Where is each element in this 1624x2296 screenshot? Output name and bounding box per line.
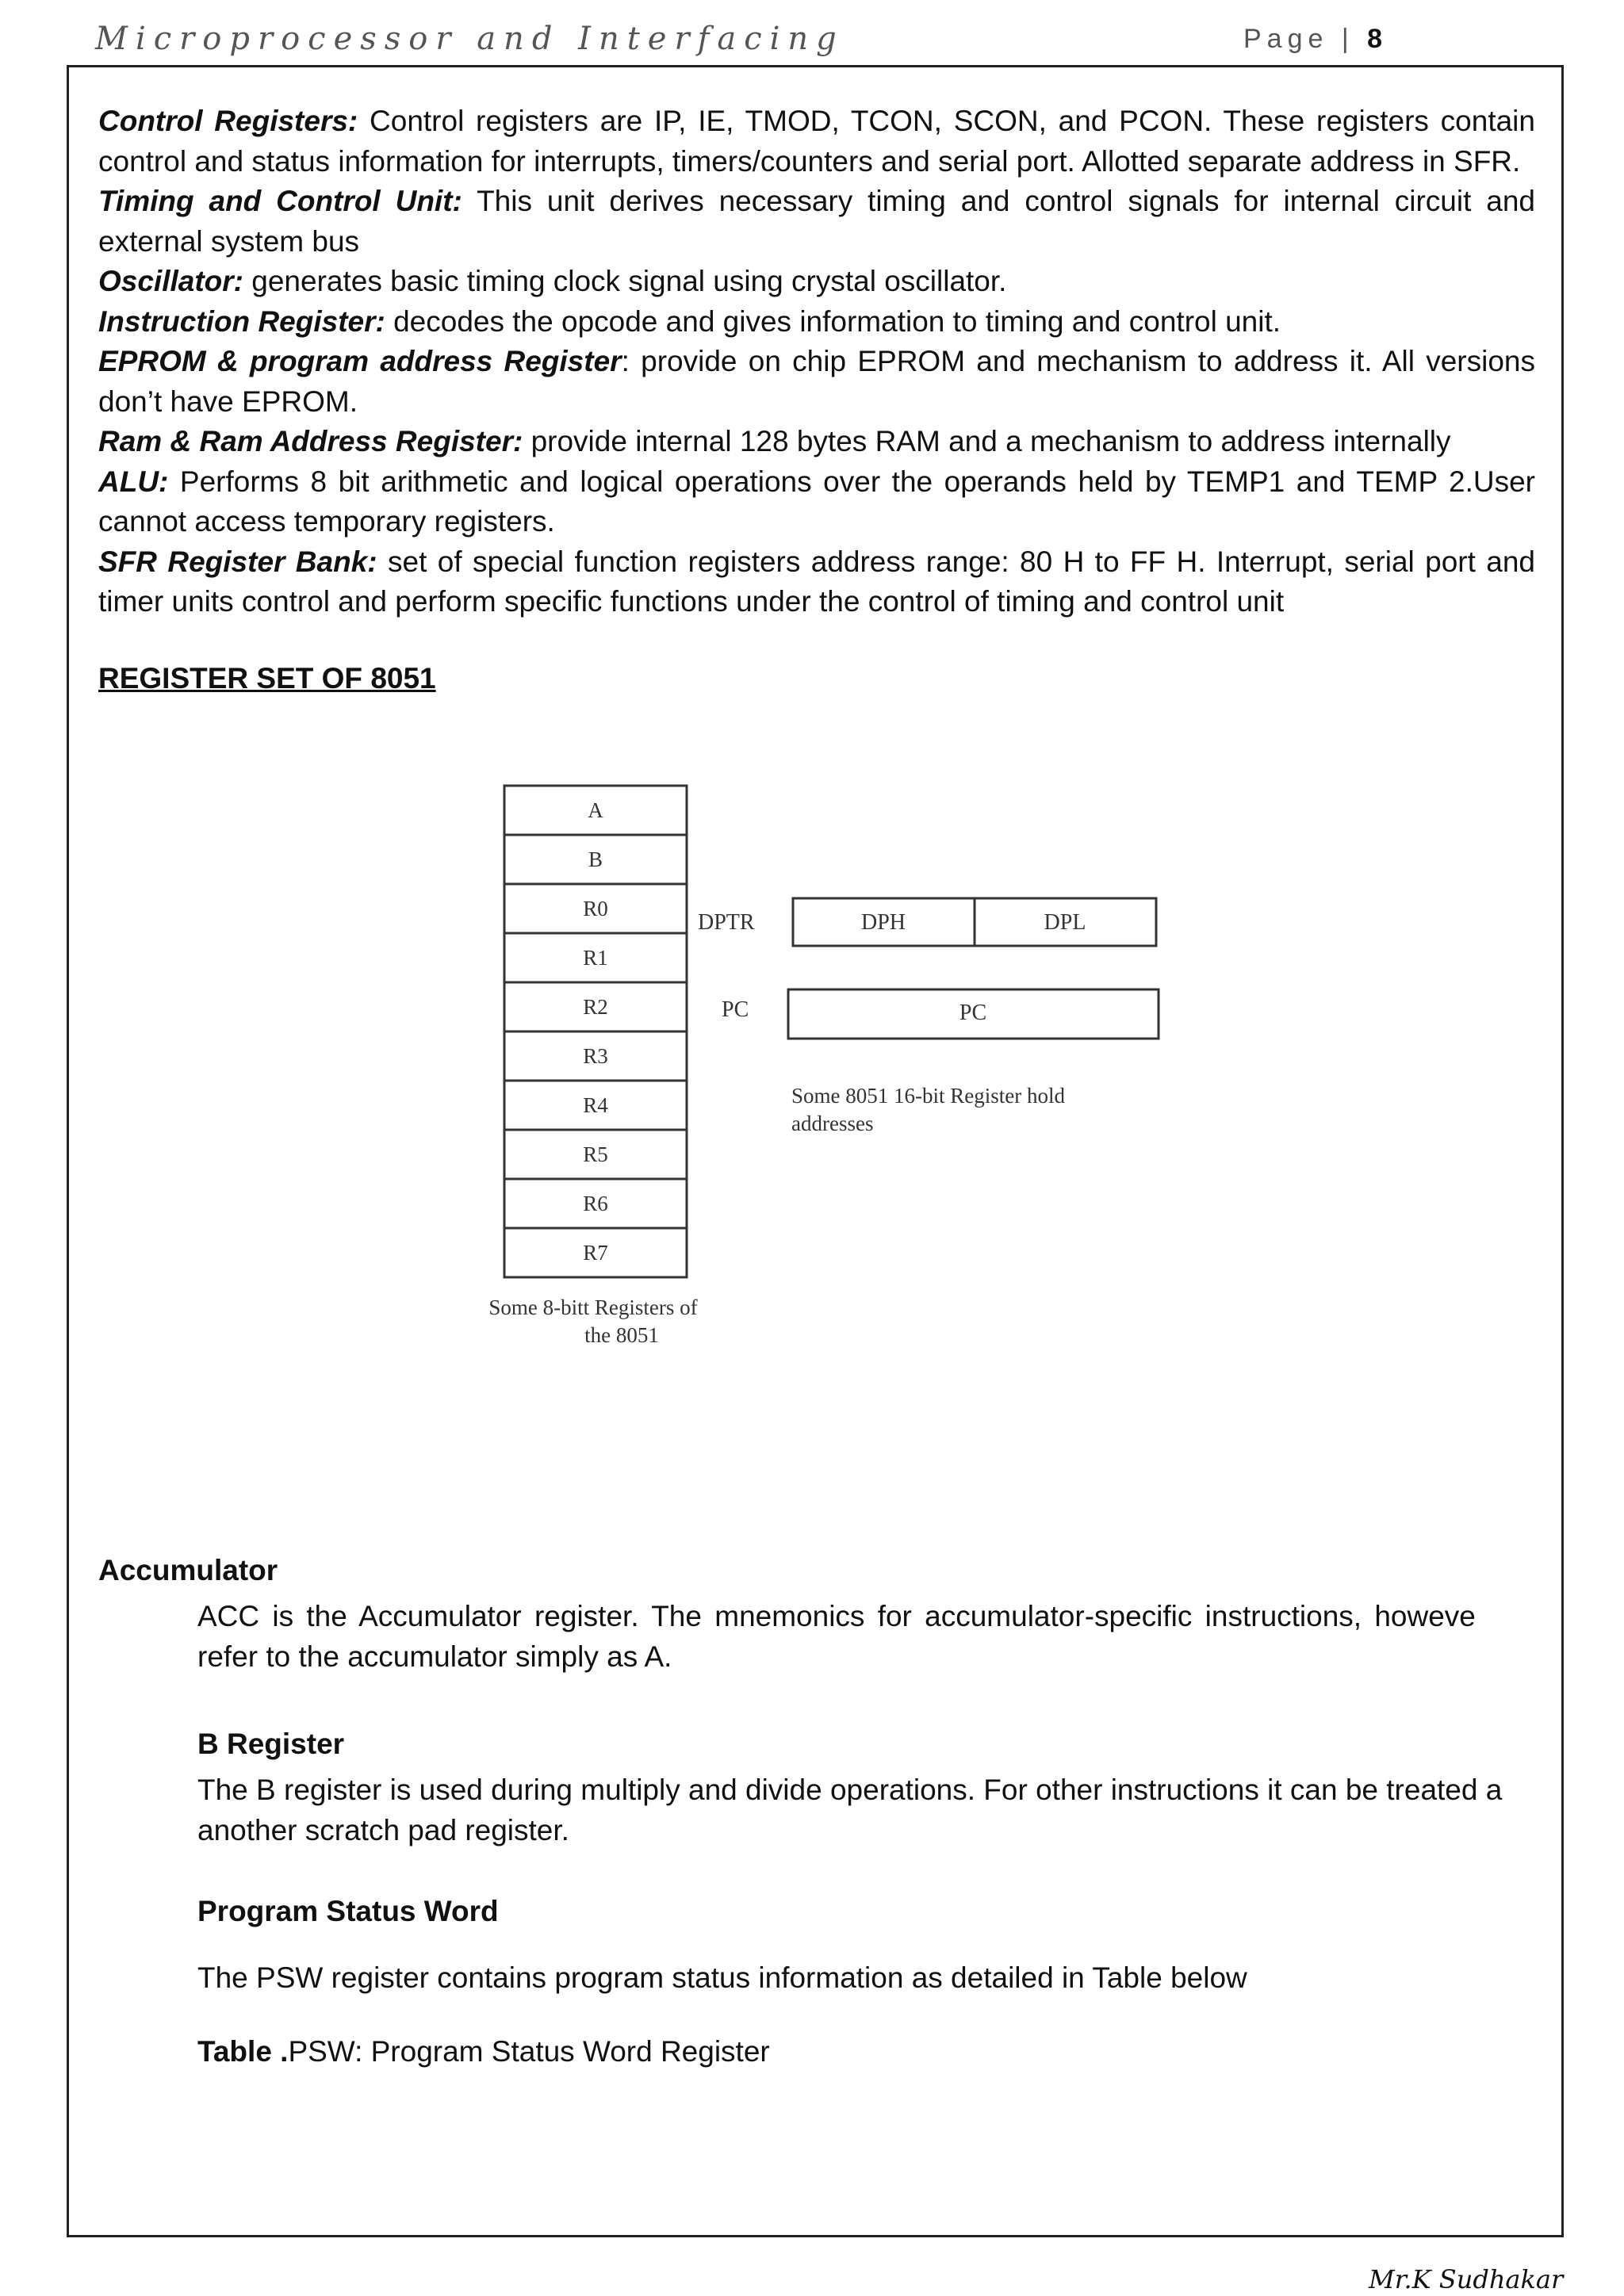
definition-eprom: EPROM & program address Register: provide on chip EPROM and mechanism to address it. All versions don’t have EPROM. <box>98 345 1535 418</box>
accumulator-text-line2: refer to the accumulator simply as A. <box>197 1640 672 1673</box>
definition-control-registers: Control Registers: Control registers are IP, IE, TMOD, TCON, SCON, and PCON. These registers contain control and status information for interrupts, timers/counters and serial port. Allotted separate address in SFR. <box>98 105 1535 178</box>
definition-sfr: SFR Register Bank: set of special function registers address range: 80 H to FF H. Interrupt, serial port and timer units control and perform specific functions under the control of timing and control unit <box>98 545 1535 618</box>
register-label-r3: R3 <box>583 1044 608 1068</box>
b-register-text-line1: The B register is used during multiply and divide operations. For other instructions it can be treated a <box>197 1774 1503 1806</box>
accumulator-heading: Accumulator <box>98 1554 278 1586</box>
definition-alu: ALU: Performs 8 bit arithmetic and logical operations over the operands held by TEMP1 and TEMP 2.User cannot access temporary registers. <box>98 465 1535 538</box>
dpl-label: DPL <box>1044 910 1086 935</box>
definition-oscillator: Oscillator: generates basic timing clock signal using crystal oscillator. <box>98 265 1007 297</box>
header-title: Microprocessor and Interfacing <box>95 21 845 57</box>
register-label-b: B <box>588 848 603 871</box>
b-register-heading: B Register <box>197 1728 345 1760</box>
pc-label: PC <box>722 997 749 1022</box>
register-label-r5: R5 <box>583 1142 608 1166</box>
accumulator-text-line1: ACC is the Accumulator register. The mnemonics for accumulator-specific instructions, howeve <box>197 1600 1476 1632</box>
dph-label: DPH <box>860 910 906 935</box>
register-label-r6: R6 <box>583 1192 608 1215</box>
page-number-value: 8 <box>1367 24 1383 54</box>
dptr-label: DPTR <box>698 910 755 935</box>
register-label-r2: R2 <box>583 995 608 1019</box>
register-label-r4: R4 <box>583 1093 608 1117</box>
register-label-r7: R7 <box>583 1241 608 1265</box>
sixteen-bit-caption-1: Some 8051 16-bit Register hold <box>791 1084 1065 1108</box>
definition-timing-control: Timing and Control Unit: This unit derives necessary timing and control signals for internal circuit and external system bus <box>98 185 1535 258</box>
b-register-text-line2: another scratch pad register. <box>197 1813 569 1846</box>
definition-instruction-register: Instruction Register: decodes the opcode and gives information to timing and control unit. <box>98 304 1281 338</box>
pc-box-label: PC <box>959 1001 987 1025</box>
register-label-r0: R0 <box>583 897 608 920</box>
definition-ram: Ram & Ram Address Register: provide internal 128 bytes RAM and a mechanism to address internally <box>98 425 1451 457</box>
eight-bit-register-stack <box>504 786 687 1277</box>
register-label-a: A <box>588 798 603 822</box>
register-set-heading: REGISTER SET OF 8051 <box>98 661 436 695</box>
psw-text: The PSW register contains program status information as detailed in Table below <box>197 1961 1247 1994</box>
register-descriptions <box>98 1551 1534 2072</box>
psw-table-caption: Table .PSW: Program Status Word Register <box>197 2034 770 2068</box>
page-label: Page | <box>1243 24 1354 54</box>
eight-bit-caption-1: Some 8-bitt Registers of <box>488 1295 698 1319</box>
sixteen-bit-caption-2: addresses <box>791 1112 874 1135</box>
eight-bit-caption-2: the 8051 <box>584 1323 659 1347</box>
register-label-r1: R1 <box>583 946 608 970</box>
psw-heading: Program Status Word <box>197 1895 499 1927</box>
author-signature: Mr.K Sudhakar <box>1369 2264 1564 2294</box>
